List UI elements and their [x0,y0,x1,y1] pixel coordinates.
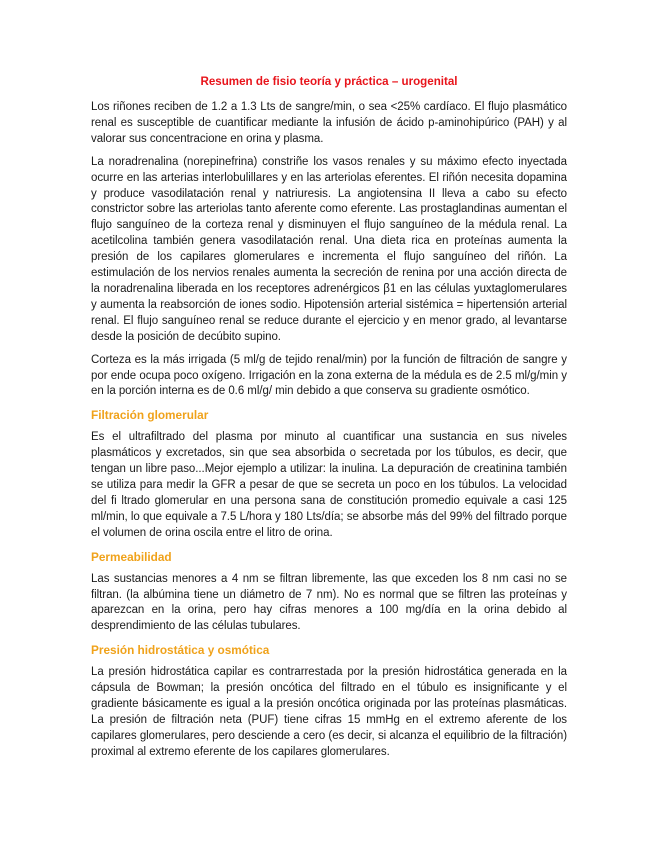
paragraph-renal-blood-flow: Los riñones reciben de 1.2 a 1.3 Lts de sangre/min, o sea <25% cardíaco. El flujo plasmático renal es susceptible de cuantificar mediante la infusión de ácido p-aminohipúrico (PAH) y al valorar sus concentracione en orina y plasma. [91,101,567,145]
paragraph-permeabilidad: Las sustancias menores a 4 nm se filtran libremente, las que exceden los 8 nm casi no se filtran. (la albúmina tiene un diámetro de 7 nm). No es normal que se filtren las proteínas y aparezcan en la orina, pero hay cifras menores a 100 mg/día en la orina debido al desprendimiento de las células tubulares. [91,572,567,633]
document-page [91,74,567,768]
paragraph-vasoactive-substances: La noradrenalina (norepinefrina) constriñe los vasos renales y su máximo efecto inyectada ocurre en las arterias interlobulillares y en las arteriolas eferentes. El riñón necesita dopamina y produce vasodilatación renal y natriuresis. La angiotensina II lleva a cabo su efecto constrictor sobre las arteriolas tanto aferente como eferente. Las prostaglandinas aumentan el flujo sanguíneo de la corteza renal y disminuyen el flujo sanguíneo de la médula renal. La acetilcolina también genera vasodilatación renal. Una dieta rica en proteínas aumenta la presión de los capilares glomerulares e incrementa el flujo sanguíneo del riñón. La estimulación de los nervios renales aumenta la secreción de renina por una acción directa de la noradrenalina liberada en los receptores adrenérgicos β1 en las células yuxtaglomerulares y aumenta la reabsorción de iones sodio. Hipotensión arterial sistémica = hipertensión arterial renal. El flujo sanguíneo renal se reduce durante el ejercicio y en menor grado, al levantarse desde la posición de decúbito supino. [91,155,567,343]
paragraph-filtracion: Es el ultrafiltrado del plasma por minuto al cuantificar una sustancia en sus niveles plasmáticos y excretados, sin que sea absorbida o secretada por los túbulos, es decir, que tengan un libre paso...Mejor ejemplo a utilizar: la inulina. La depuración de creatinina también se utiliza para medir la GFR a pesar de que se secreta un poco en los túbulos. La velocidad del fi ltrado glomerular en una persona sana de constitución promedio equivale a casi 125 ml/min, lo que equivale a 7.5 L/hora y 180 Lts/día; se absorbe más del 99% del filtrado porque el volumen de orina oscila entre el litro de orina. [91,431,567,539]
section-heading-presion: Presión hidrostática y osmótica [91,643,270,658]
section-heading-permeabilidad: Permeabilidad [91,549,172,564]
paragraph-presion: La presión hidrostática capilar es contrarrestada por la presión hidrostática generada en la cápsula de Bowman; la presión oncótica del filtrado en el túbulo es insignificante y el gradiente básicamente es igual a la presión oncótica originada por las proteínas plasmáticas. La presión de filtración neta (PUF) tiene cifras 15 mmHg en el extremo aferente de los capilares glomerulares, pero desciende a cero (es decir, si alcanza el equilibrio de la filtración) proximal al extremo eferente de los capilares glomerulares. [91,666,567,758]
section-heading-filtracion: Filtración glomerular [91,408,209,423]
document-title: Resumen de fisio teoría y práctica – urogenital [200,75,458,88]
paragraph-cortex-irrigation: Corteza es la más irrigada (5 ml/g de tejido renal/min) por la función de filtración de sangre y por ende ocupa poco oxígeno. Irrigación en la zona externa de la médula es de 2.5 ml/g/min y en la porción interna es de 0.6 ml/g/ min debido a que conserva su gradiente osmótico. [91,353,567,398]
